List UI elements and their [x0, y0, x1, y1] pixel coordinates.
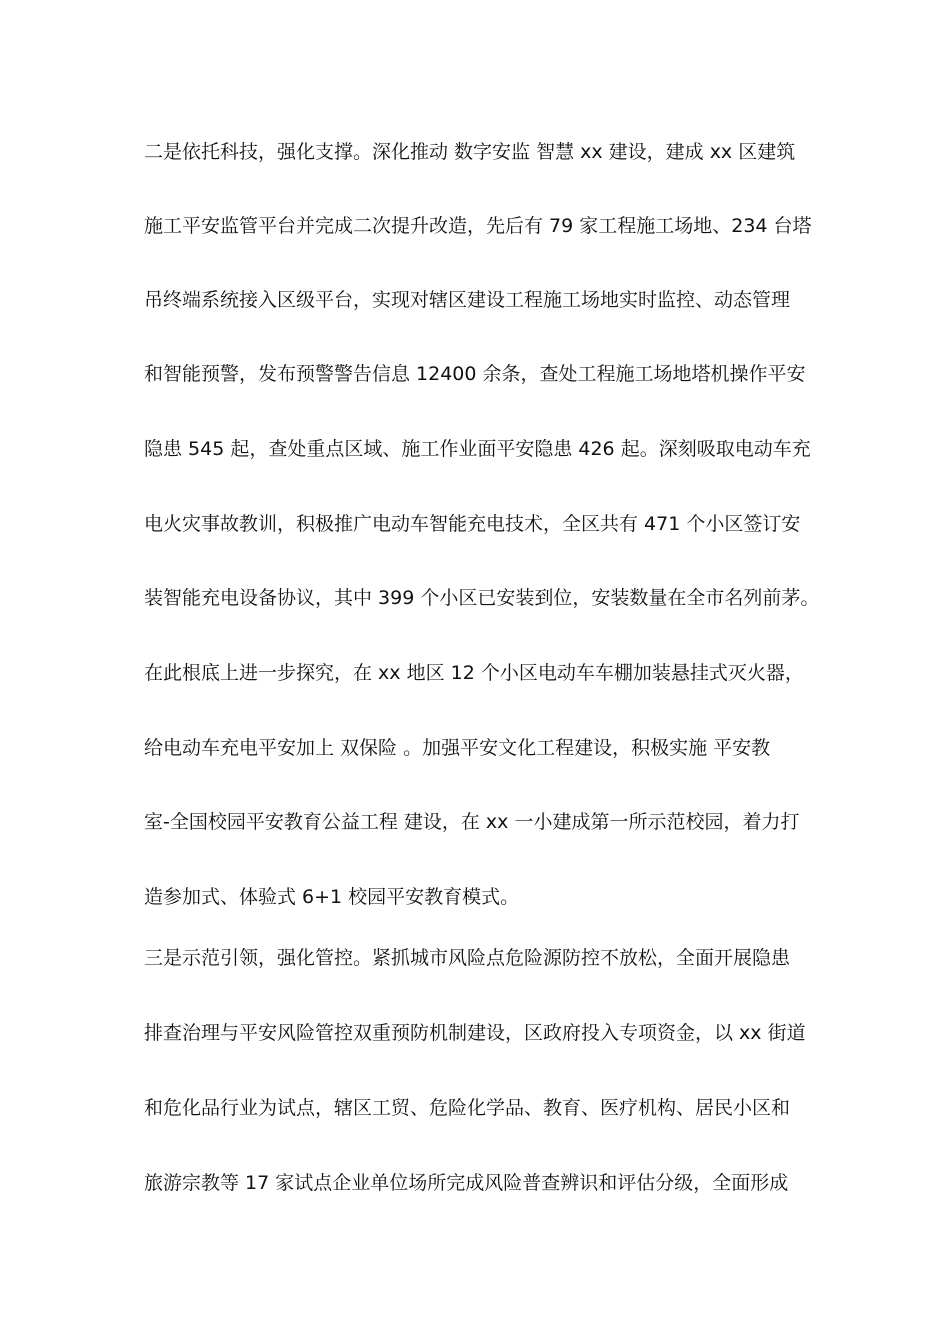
text-line: 排查治理与平安风险管控双重预防机制建设，区政府投入专项资金，以 xx 街道	[144, 1022, 806, 1044]
text-line: 施工平安监管平台并完成二次提升改造，先后有 79 家工程施工场地、234 台塔	[144, 215, 812, 237]
text-line: 室-全国校园平安教育公益工程 建设，在 xx 一小建成第一所示范校园，着力打	[144, 811, 800, 833]
text-line: 吊终端系统接入区级平台，实现对辖区建设工程施工场地实时监控、动态管理	[144, 289, 791, 311]
text-line: 电火灾事故教训，积极推广电动车智能充电技术，全区共有 471 个小区签订安	[144, 513, 801, 535]
text-line: 造参加式、体验式 6+1 校园平安教育模式。	[144, 886, 520, 908]
text-line: 旅游宗教等 17 家试点企业单位场所完成风险普查辨识和评估分级，全面形成	[144, 1172, 789, 1194]
text-line: 和危化品行业为试点，辖区工贸、危险化学品、教育、医疗机构、居民小区和	[144, 1097, 791, 1119]
text-line: 隐患 545 起，查处重点区域、施工作业面平安隐患 426 起。深刻吸取电动车充	[144, 438, 811, 460]
text-line: 装智能充电设备协议，其中 399 个小区已安装到位，安装数量在全市名列前茅。	[144, 587, 820, 609]
text-line: 和智能预警，发布预警警告信息 12400 余条，查处工程施工场地塔机操作平安	[144, 363, 806, 385]
text-line: 给电动车充电平安加上 双保险 。加强平安文化工程建设，积极实施 平安教	[144, 737, 771, 759]
text-line: 在此根底上进一步探究，在 xx 地区 12 个小区电动车车棚加装悬挂式灭火器，	[144, 662, 804, 684]
text-line: 二是依托科技，强化支撑。深化推动 数字安监 智慧 xx 建设，建成 xx 区建筑	[144, 141, 796, 163]
text-line: 三是示范引领，强化管控。紧抓城市风险点危险源防控不放松，全面开展隐患	[144, 947, 791, 969]
